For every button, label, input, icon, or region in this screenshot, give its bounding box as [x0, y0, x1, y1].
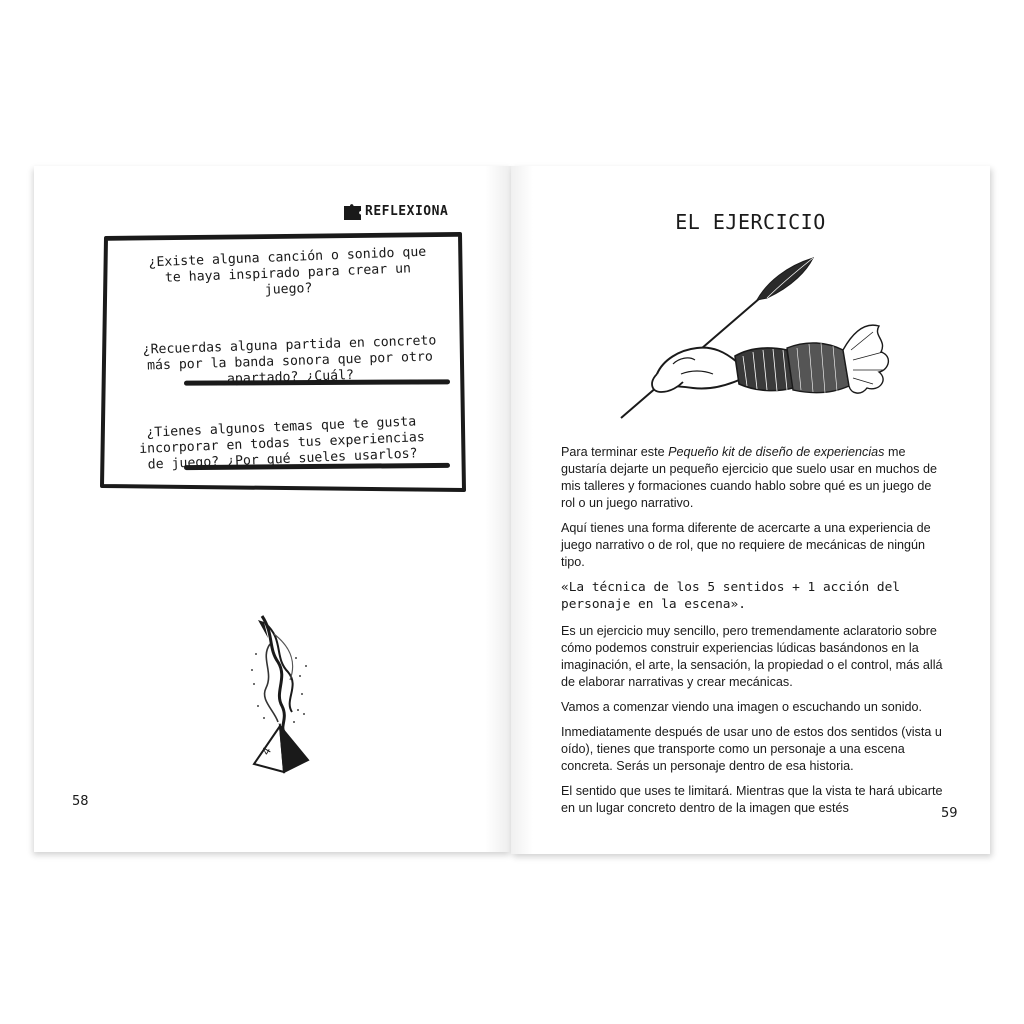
page-number: 58 — [72, 794, 89, 809]
svg-text:4: 4 — [259, 744, 275, 758]
body-text — [561, 444, 947, 825]
right-page — [511, 166, 990, 854]
technique-quote: «La técnica de los 5 sentidos + 1 acción del personaje en la escena». — [561, 580, 900, 612]
paragraph-text: me gustaría dejarte un pequeño ejercicio que suelo usar en muchos de mis talleres y formaciones cuando hablo sobre qué es un juego de rol o un juego narrativo. — [561, 445, 937, 510]
left-page — [34, 166, 511, 852]
paragraph: Aquí tienes una forma diferente de acercarte a una experiencia de juego narrativo o de rol, que no requiere de mecánicas de ningún tipo. — [561, 521, 931, 569]
section-label-text: REFLEXIONA — [365, 204, 449, 219]
paragraph: Es un ejercicio muy sencillo, pero tremendamente aclaratorio sobre cómo podemos construir experiencias lúdicas basándonos en la imaginación, el arte, la sensación, la propiedad o el control, más allá de elaborar narrativas y crear mecánicas. — [561, 624, 943, 689]
page-title: EL EJERCICIO — [675, 210, 826, 234]
book-title-italic: Pequeño kit de diseño de experiencias — [668, 445, 885, 459]
paragraph: Inmediatamente después de usar uno de estos dos sentidos (vista u oído), tienes que transporte como un personaje a una escena concreta. Serás un personaje dentro de esa historia. — [561, 725, 942, 773]
paragraph — [561, 444, 947, 512]
question-3: ¿Tienes algunos temas que te gusta incorporar en todas tus experiencias de juego? ¿Por qué sueles usarlos? — [138, 414, 426, 473]
paragraph: El sentido que uses te limitará. Mientras que la vista te hará ubicarte en un lugar concreto dentro de la imagen que estés — [561, 784, 943, 815]
flame-pyramid-icon — [244, 614, 324, 774]
question-1: ¿Existe alguna canción o sonido que te haya inspirado para crear un juego? — [148, 244, 427, 298]
hand-quill-icon — [617, 252, 897, 422]
page-number: 59 — [941, 806, 958, 821]
reflection-box — [100, 232, 470, 494]
paragraph-text: Para terminar este — [561, 445, 669, 459]
paragraph: Vamos a comenzar viendo una imagen o escuchando un sonido. — [561, 700, 923, 714]
puzzle-piece-icon — [344, 203, 361, 220]
section-label — [344, 203, 448, 220]
gutter-shadow — [511, 166, 533, 854]
gutter-shadow — [485, 166, 511, 852]
question-2: ¿Recuerdas alguna partida en concreto más por la banda sonora que por otro apartado? ¿Cuál? — [142, 333, 437, 387]
